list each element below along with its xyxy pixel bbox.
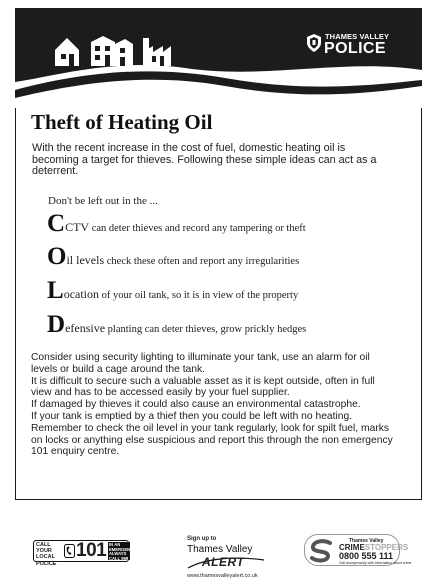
tip-paragraph: It is difficult to secure such a valuable asset as it is kept outside, often in full view and has to be accessed easily by your fuel supplier.	[31, 375, 375, 399]
crimestoppers-swirl-icon	[308, 538, 336, 564]
intro-text: With the recent increase in the cost of fuel, domestic heating oil is becoming a target for thieves. Following these simple ideas can act as a deterrent.	[32, 142, 377, 178]
cold-item	[47, 243, 299, 271]
cold-text: of your oil tank, so it is in view of the property	[99, 290, 299, 301]
cold-letter: C	[47, 210, 66, 237]
cold-word: efensive	[65, 321, 106, 335]
cs-region: Thames Valley	[349, 538, 384, 544]
phone-icon	[64, 544, 75, 558]
cold-word: ocation	[63, 287, 100, 301]
cold-letter: D	[47, 311, 66, 338]
cs-name-b: STOPPERS	[364, 543, 409, 552]
tip-paragraph: If your tank is emptied by a thief then you could be left with no heating.	[31, 410, 353, 422]
call-number: 101	[76, 540, 107, 561]
cold-item	[47, 311, 306, 339]
call-local-label: CALL YOUR LOCAL POLICE	[36, 542, 57, 567]
cold-word: CTV	[65, 220, 90, 234]
cold-text: check these often and report any irregularities	[104, 256, 300, 267]
tip-paragraph: Remember to check the oil level in your tank regularly, look for spilt fuel, marks on locks or anything else suspicious and report this through the non emergency 101 enquiry centre.	[31, 422, 393, 458]
alert-name: Thames Valley	[187, 544, 253, 555]
cold-letter: L	[47, 277, 64, 304]
cold-text: planting can deter thieves, grow prickly hedges	[105, 324, 307, 335]
crimestoppers-logo	[304, 534, 412, 566]
tip-paragraph: Consider using security lighting to illuminate your tank, use an alarm for oil levels or build a cage around the tank.	[31, 352, 370, 375]
cs-name-a: CRIME	[339, 543, 365, 552]
terrace-house-icon	[91, 36, 133, 66]
cold-text: can deter thieves and record any tampering or theft	[89, 223, 306, 234]
cold-item	[47, 277, 298, 305]
brand-large: POLICE	[324, 40, 386, 57]
thames-valley-alert-logo	[180, 534, 270, 584]
alert-signup: Sign up to	[187, 536, 217, 542]
header-band	[15, 8, 422, 108]
tips-block	[31, 352, 397, 458]
alert-word: ALERT	[202, 555, 245, 569]
tip-paragraph: If damaged by thieves it could also cause an environmental catastrophe.	[31, 399, 361, 411]
emergency-label: IN AN EMERGENCY ALWAYS CALL 999	[109, 542, 136, 561]
cs-small: Call anonymously with information about crime	[339, 561, 412, 565]
cold-item	[47, 210, 306, 238]
police-crest-icon	[307, 34, 321, 52]
call-101-badge	[33, 540, 136, 567]
cs-phone: 0800 555 111	[339, 551, 394, 561]
page-title: Theft of Heating Oil	[31, 110, 213, 134]
cold-word: il levels	[66, 253, 105, 267]
cold-letter: O	[47, 243, 67, 270]
alert-url: www.thamesvalleyalert.co.uk	[187, 573, 258, 579]
lead-text: Don't be left out in the ...	[48, 195, 158, 207]
header-graphic	[15, 8, 422, 108]
brand-small: THAMES VALLEY	[325, 32, 390, 41]
